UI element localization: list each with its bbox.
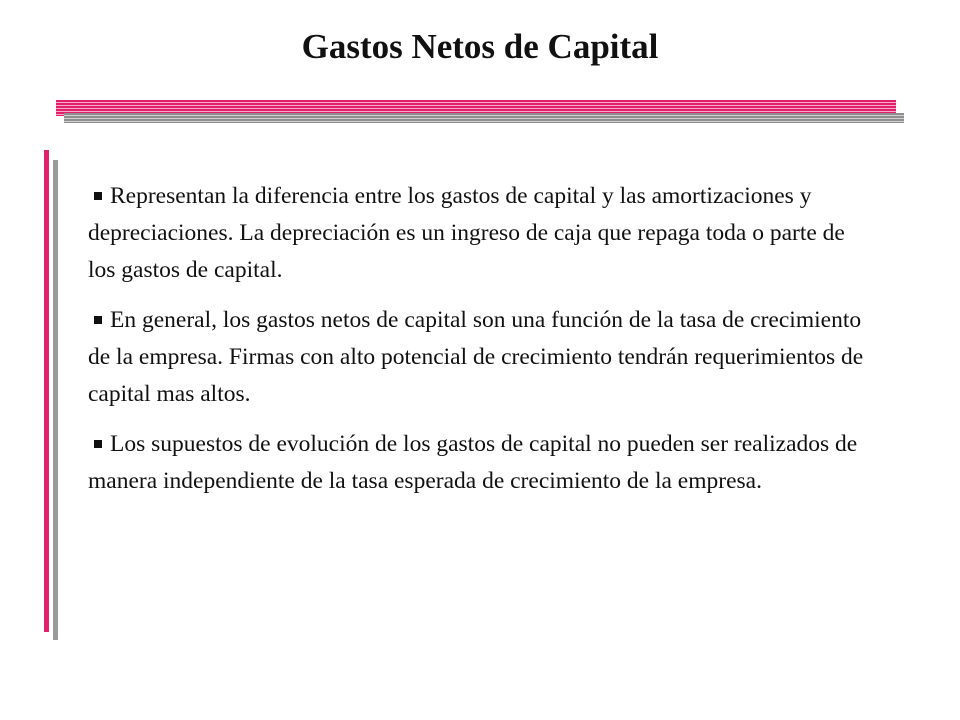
bullet-text-3: Los supuestos de evolución de los gastos de capital no pueden ser realizados de manera independiente de la tasa esperada de crecimiento de la empresa. (88, 431, 858, 494)
bullet-item-1 (88, 178, 868, 289)
left-accent-bars (44, 150, 60, 640)
square-bullet-icon (94, 192, 102, 200)
bullet-list (88, 178, 868, 513)
bullet-text-1: Representan la diferencia entre los gastos de capital y las amortizaciones y depreciaciones. La depreciación es un ingreso de caja que repaga toda o parte de los gastos de capital. (88, 183, 845, 283)
left-accent-gray-bar (53, 160, 58, 640)
title-divider (56, 100, 904, 126)
title-divider-gray-band (64, 113, 904, 123)
square-bullet-icon (94, 440, 102, 448)
left-accent-pink-bar (44, 150, 49, 632)
bullet-item-3 (88, 426, 868, 500)
bullet-item-2 (88, 302, 868, 413)
bullet-text-2: En general, los gastos netos de capital son una función de la tasa de crecimiento de la empresa. Firmas con alto potencial de crecimiento tendrán requerimientos de capital mas altos. (88, 307, 864, 407)
slide-title: Gastos Netos de Capital (301, 27, 659, 66)
square-bullet-icon (94, 316, 102, 324)
